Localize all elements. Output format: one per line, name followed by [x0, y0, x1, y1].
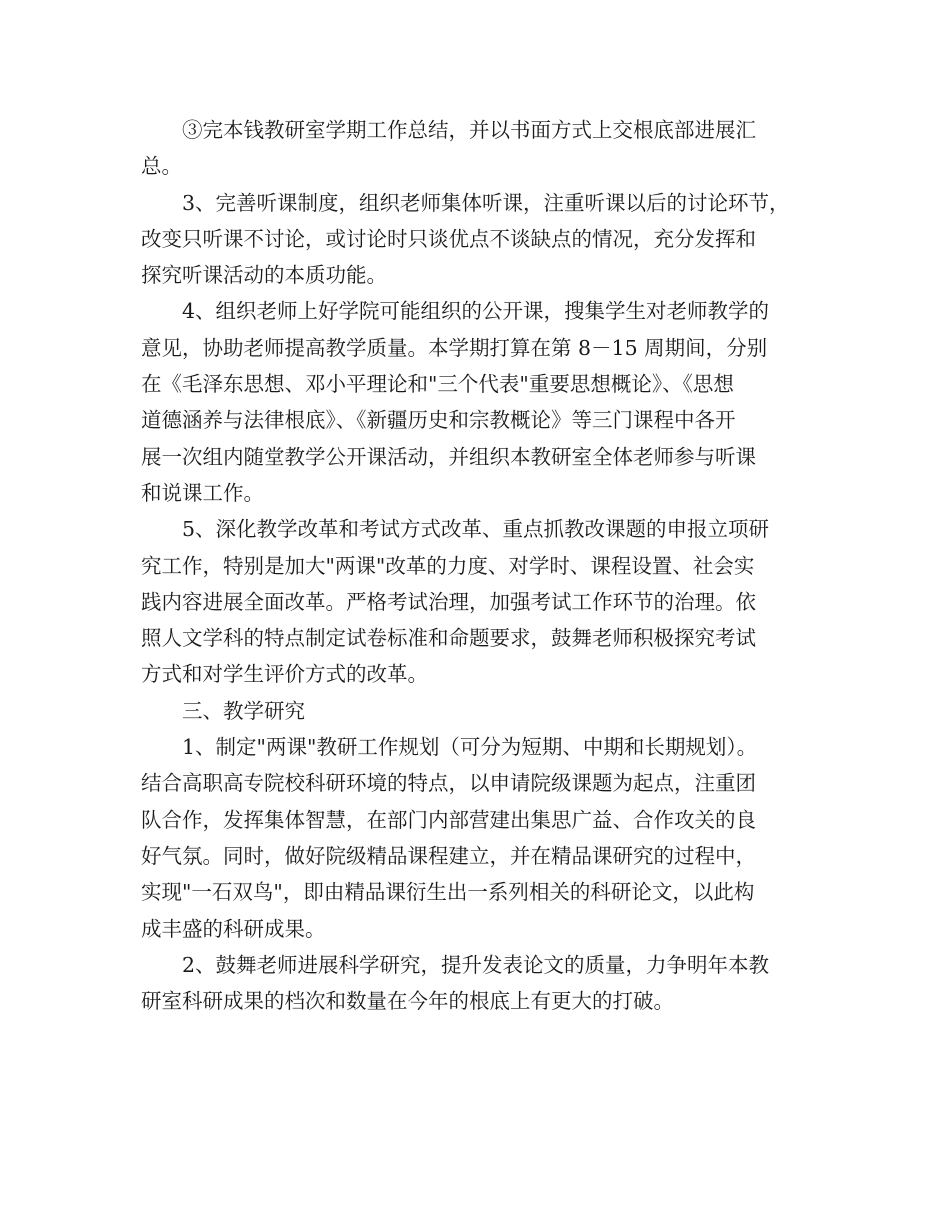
text-line: 成丰盛的科研成果。	[141, 916, 326, 941]
text-line: 2、鼓舞老师进展科学研究，提升发表论文的质量，力争明年本教	[182, 952, 770, 977]
text-line: 3、完善听课制度，组织老师集体听课，注重听课以后的讨论环节，	[182, 190, 790, 215]
paragraph	[141, 729, 825, 947]
paragraph	[141, 185, 825, 294]
section-heading	[141, 693, 825, 729]
text-line: 方式和对学生评价方式的改革。	[141, 662, 428, 687]
paragraph	[141, 112, 825, 185]
text-line: 队合作，发挥集体智慧，在部门内部营建出集思广益、合作攻关的良	[141, 807, 756, 832]
text-line: 探究听课活动的本质功能。	[141, 263, 387, 288]
text-line: 研室科研成果的档次和数量在今年的根底上有更大的打破。	[141, 989, 674, 1014]
text-line: 结合高职高专院校科研环境的特点，以申请院级课题为起点，注重团	[141, 771, 756, 796]
paragraph	[141, 293, 825, 511]
text-line: 照人文学科的特点制定试卷标准和命题要求，鼓舞老师积极探究考试	[141, 626, 756, 651]
text-line: 意见，协助老师提高教学质量。本学期打算在第 8－15 周期间，分别	[141, 335, 768, 360]
text-line: ③完本钱教研室学期工作总结，并以书面方式上交根底部进展汇	[182, 118, 756, 142]
text-line: 4、组织老师上好学院可能组织的公开课，搜集学生对老师教学的	[182, 299, 770, 324]
text-line: 在《毛泽东思想、邓小平理论和"三个代表"重要思想概论》、《思想	[141, 372, 734, 397]
text-line: 5、深化教学改革和考试方式改革、重点抓教改课题的申报立项研	[182, 517, 770, 542]
text-line: 三、教学研究	[182, 698, 305, 723]
text-line: 和说课工作。	[141, 480, 264, 505]
text-line: 总。	[141, 154, 182, 179]
paragraph	[141, 947, 825, 1020]
text-line: 展一次组内随堂教学公开课活动，并组织本教研室全体老师参与听课	[141, 444, 756, 469]
document-body	[141, 112, 825, 1019]
text-line: 实现"一石双鸟"，即由精品课衍生出一系列相关的科研论文，以此构	[141, 880, 755, 905]
text-line: 究工作，特别是加大"两课"改革的力度、对学时、课程设置、社会实	[141, 553, 755, 578]
paragraph	[141, 511, 825, 692]
text-line: 践内容进展全面改革。严格考试治理，加强考试工作环节的治理。依	[141, 589, 756, 614]
text-line: 1、制定"两课"教研工作规划（可分为短期、中期和长期规划）。	[182, 735, 758, 760]
text-line: 道德涵养与法律根底》、《新疆历史和宗教概论》等三门课程中各开	[141, 408, 736, 433]
text-line: 好气氛。同时，做好院级精品课程建立，并在精品课研究的过程中，	[141, 843, 756, 868]
text-line: 改变只听课不讨论，或讨论时只谈优点不谈缺点的情况，充分发挥和	[141, 226, 756, 251]
